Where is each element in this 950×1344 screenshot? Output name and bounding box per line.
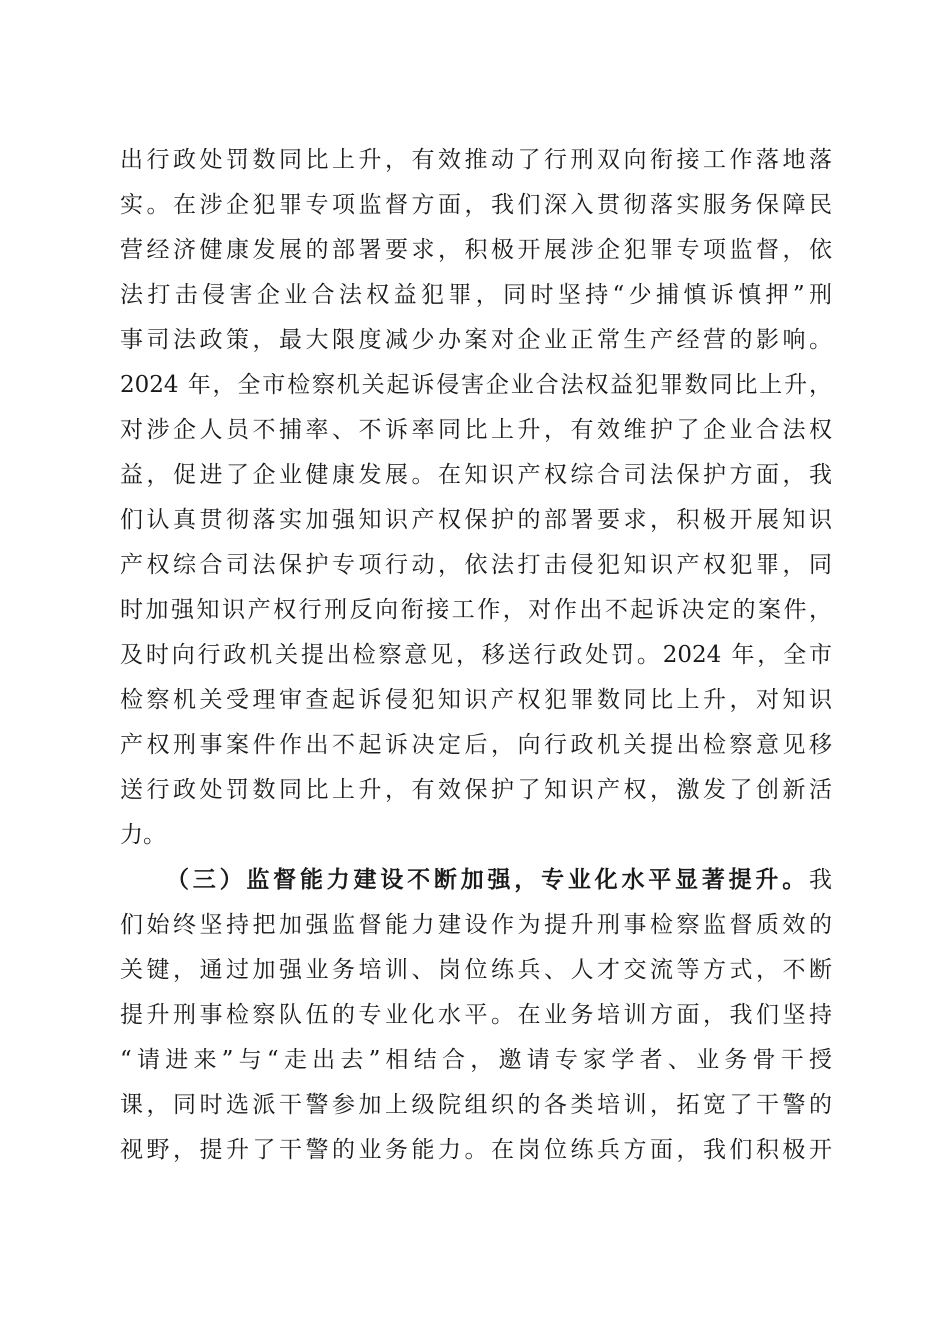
text-line: 产权综合司法保护专项行动，依法打击侵犯知识产权犯罪，同 — [120, 552, 832, 578]
text-line: “请进来”与“走出去”相结合，邀请专家学者、业务骨干授 — [120, 1047, 832, 1073]
text-line: 出行政处罚数同比上升，有效推动了行刑双向衔接工作落地落 — [120, 147, 832, 173]
text-line: 检察机关受理审查起诉侵犯知识产权犯罪数同比上升，对知识 — [120, 687, 832, 713]
text-line: 产权刑事案件作出不起诉决定后，向行政机关提出检察意见移 — [120, 732, 832, 758]
text-line: 对涉企人员不捕率、不诉率同比上升，有效维护了企业合法权 — [120, 417, 832, 443]
text-line: 送行政处罚数同比上升，有效保护了知识产权，激发了创新活 — [120, 777, 832, 803]
text-line: 实。在涉企犯罪专项监督方面，我们深入贯彻落实服务保障民 — [120, 192, 832, 218]
text-line: 事司法政策，最大限度减少办案对企业正常生产经营的影响。 — [120, 327, 832, 353]
text-line: 益，促进了企业健康发展。在知识产权综合司法保护方面，我 — [120, 462, 832, 488]
text-line: 营经济健康发展的部署要求，积极开展涉企犯罪专项监督，依 — [120, 237, 832, 263]
section-heading: （三）监督能力建设不断加强，专业化水平显著提升。 — [166, 866, 809, 893]
text-line: 及时向行政机关提出检察意见，移送行政处罚。2024 年，全市 — [120, 642, 832, 668]
section-first-line — [166, 858, 832, 902]
text-line: 关键，通过加强业务培训、岗位练兵、人才交流等方式，不断 — [120, 957, 832, 983]
text-line: 2024 年，全市检察机关起诉侵害企业合法权益犯罪数同比上升， — [120, 372, 832, 398]
text-line: 视野，提升了干警的业务能力。在岗位练兵方面，我们积极开 — [120, 1137, 832, 1163]
section-first-line-tail: 我 — [809, 867, 832, 893]
text-line: 力。 — [120, 822, 166, 848]
text-line: 时加强知识产权行刑反向衔接工作，对作出不起诉决定的案件， — [120, 597, 832, 623]
text-line: 提升刑事检察队伍的专业化水平。在业务培训方面，我们坚持 — [120, 1002, 832, 1028]
text-line: 们始终坚持把加强监督能力建设作为提升刑事检察监督质效的 — [120, 912, 832, 938]
text-line: 们认真贯彻落实加强知识产权保护的部署要求，积极开展知识 — [120, 507, 832, 533]
text-line: 课，同时选派干警参加上级院组织的各类培训，拓宽了干警的 — [120, 1092, 832, 1118]
text-line: 法打击侵害企业合法权益犯罪，同时坚持“少捕慎诉慎押”刑 — [120, 282, 832, 308]
